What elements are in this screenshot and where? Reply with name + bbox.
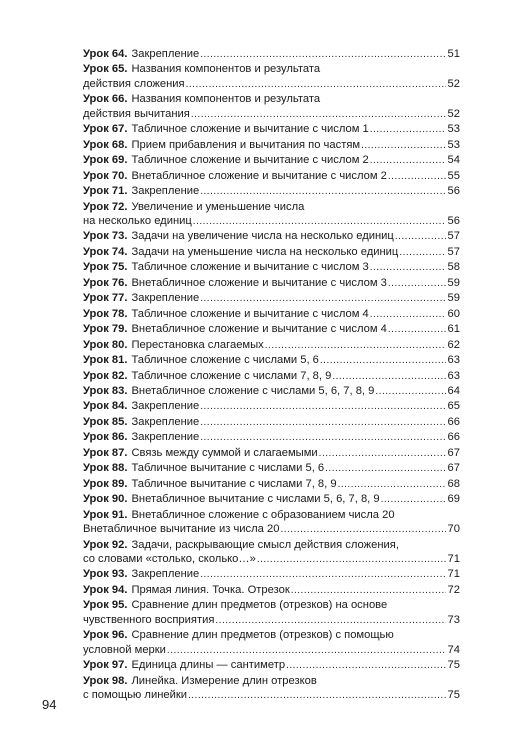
toc-entry xyxy=(83,62,460,92)
dot-leader xyxy=(370,308,446,322)
toc-entry-line xyxy=(83,338,460,353)
page-reference: 71 xyxy=(447,568,460,581)
toc-entry xyxy=(83,567,460,582)
dot-leader xyxy=(388,323,446,337)
lesson-number: Урок 70. xyxy=(83,169,128,182)
toc-entry-line xyxy=(83,430,460,445)
page-reference: 75 xyxy=(447,659,460,672)
lesson-title-first-line: Внетабличное сложение с образованием числа 20 xyxy=(131,508,395,521)
lesson-number: Урок 95. xyxy=(83,599,128,612)
dot-leader xyxy=(186,78,446,92)
lesson-number: Урок 93. xyxy=(83,568,128,581)
page-reference: 60 xyxy=(447,307,460,320)
dot-leader xyxy=(200,400,445,414)
lesson-number: Урок 86. xyxy=(83,431,128,444)
page-reference: 75 xyxy=(447,689,460,702)
toc-entry-line xyxy=(83,567,460,582)
lesson-title: Табличное сложение с числами 5, 6 xyxy=(131,354,319,367)
page-reference: 69 xyxy=(447,493,460,506)
toc-entry-line xyxy=(83,446,460,461)
page-reference: 66 xyxy=(447,415,460,428)
toc-entry xyxy=(83,322,460,337)
toc-entry-line xyxy=(83,369,460,384)
lesson-number: Урок 96. xyxy=(83,629,128,642)
toc-entry xyxy=(83,369,460,384)
dot-leader xyxy=(188,689,446,703)
toc-entry xyxy=(83,538,460,568)
page-reference: 58 xyxy=(447,261,460,274)
dot-leader xyxy=(215,614,445,628)
toc-entry-line xyxy=(83,276,460,291)
toc-entry xyxy=(83,415,460,430)
lesson-title: действия вычитания xyxy=(83,107,190,120)
lesson-title: Закрепление xyxy=(131,292,200,305)
page-reference: 59 xyxy=(447,276,460,289)
lesson-number: Урок 66. xyxy=(83,93,128,106)
toc-entry-line xyxy=(83,138,460,153)
lesson-title: Прием прибавления и вычитания по частям xyxy=(131,138,361,151)
lesson-number: Урок 87. xyxy=(83,446,128,459)
lesson-title: Закрепление xyxy=(131,568,200,581)
page-reference: 68 xyxy=(447,477,460,490)
lesson-title: Внетабличное вычитание с числами 5, 6, 7, 8, 9 xyxy=(131,493,380,506)
toc-entry-first-line xyxy=(83,62,460,76)
toc-entry-line xyxy=(83,583,460,598)
toc-entry-line xyxy=(83,169,460,184)
dot-leader xyxy=(320,354,446,368)
page-reference: 63 xyxy=(447,354,460,367)
toc-entry-first-line xyxy=(83,598,460,612)
toc-entry-first-line xyxy=(83,200,460,214)
dot-leader xyxy=(399,246,445,260)
lesson-title: Прямая линия. Точка. Отрезок xyxy=(131,583,290,596)
toc-entry-line xyxy=(83,214,460,229)
toc-entry-line xyxy=(83,461,460,476)
dot-leader xyxy=(395,230,446,244)
dot-leader xyxy=(388,170,446,184)
dot-leader xyxy=(200,431,445,445)
lesson-number: Урок 88. xyxy=(83,462,128,475)
lesson-number: Урок 69. xyxy=(83,154,128,167)
lesson-number: Урок 98. xyxy=(83,674,128,687)
toc-entry-line xyxy=(83,47,460,62)
lesson-number: Урок 65. xyxy=(83,63,128,76)
dot-leader xyxy=(200,568,445,582)
lesson-title: со словами «столько, сколько…» xyxy=(83,552,256,565)
toc-entry xyxy=(83,508,460,538)
page-reference: 56 xyxy=(447,185,460,198)
lesson-title: с помощью линейки xyxy=(83,689,187,702)
toc-entry-line xyxy=(83,552,460,567)
toc-entry xyxy=(83,291,460,306)
toc-entry-first-line xyxy=(83,508,460,522)
page-reference: 62 xyxy=(447,338,460,351)
lesson-title: Закрепление xyxy=(131,415,200,428)
toc-entry xyxy=(83,477,460,492)
lesson-number: Урок 80. xyxy=(83,338,128,351)
toc-entry-line xyxy=(83,415,460,430)
page-reference: 64 xyxy=(447,384,460,397)
toc-entry-first-line xyxy=(83,628,460,642)
toc-entry xyxy=(83,461,460,476)
toc-entry xyxy=(83,229,460,244)
lesson-title: Внетабличное сложение с числами 5, 6, 7, 8, 9 xyxy=(131,384,375,397)
dot-leader xyxy=(167,644,446,658)
toc-entry-line xyxy=(83,307,460,322)
toc-entry xyxy=(83,307,460,322)
lesson-number: Урок 94. xyxy=(83,583,128,596)
dot-leader xyxy=(286,659,445,673)
toc-entry-line xyxy=(83,122,460,137)
lesson-number: Урок 84. xyxy=(83,400,128,413)
lesson-title-first-line: Названия компонентов и результата xyxy=(131,63,321,76)
dot-leader xyxy=(200,292,445,306)
lesson-title-first-line: Сравнение длин предметов (отрезков) на основе xyxy=(131,599,388,612)
lesson-title: Закрепление xyxy=(131,431,200,444)
toc-entry xyxy=(83,153,460,168)
lesson-number: Урок 71. xyxy=(83,185,128,198)
page-reference: 66 xyxy=(447,431,460,444)
dot-leader xyxy=(319,447,446,461)
dot-leader xyxy=(370,154,446,168)
lesson-number: Урок 79. xyxy=(83,323,128,336)
toc-entry xyxy=(83,674,460,704)
toc-entry-line xyxy=(83,688,460,703)
lesson-number: Урок 74. xyxy=(83,245,128,258)
lesson-title-first-line: Названия компонентов и результата xyxy=(131,93,321,106)
toc-entry xyxy=(83,384,460,399)
page-reference: 73 xyxy=(447,613,460,626)
toc-entry-line xyxy=(83,613,460,628)
lesson-number: Урок 64. xyxy=(83,48,128,60)
toc-entry-line xyxy=(83,477,460,492)
toc-entry xyxy=(83,399,460,414)
toc-entry-line xyxy=(83,77,460,92)
lesson-number: Урок 76. xyxy=(83,276,128,289)
page-reference: 71 xyxy=(447,552,460,565)
lesson-title: Закрепление xyxy=(131,400,200,413)
lesson-title-first-line: Задачи, раскрывающие смысл действия сложения, xyxy=(131,538,399,551)
lesson-title: на несколько единиц xyxy=(83,214,192,227)
toc-entry-line xyxy=(83,153,460,168)
lesson-title: Табличное сложение и вычитание с числом 2 xyxy=(131,154,369,167)
toc-entry xyxy=(83,628,460,658)
lesson-title: Закрепление xyxy=(131,48,200,60)
page-number: 94 xyxy=(42,697,57,712)
toc-entry-line xyxy=(83,107,460,122)
page-reference: 74 xyxy=(447,643,460,656)
lesson-number: Урок 75. xyxy=(83,261,128,274)
toc-entry-first-line xyxy=(83,674,460,688)
dot-leader xyxy=(338,478,446,492)
dot-leader xyxy=(265,339,446,353)
lesson-title: Перестановка слагаемых xyxy=(131,338,264,351)
lesson-title-first-line: Увеличение и уменьшение числа xyxy=(131,200,305,213)
toc-entry xyxy=(83,276,460,291)
lesson-number: Урок 90. xyxy=(83,493,128,506)
lesson-title-first-line: Линейка. Измерение длин отрезков xyxy=(131,674,317,687)
lesson-number: Урок 77. xyxy=(83,292,128,305)
page-reference: 52 xyxy=(447,77,460,90)
toc-entry xyxy=(83,260,460,275)
toc-entry-first-line xyxy=(83,538,460,552)
dot-leader xyxy=(200,416,445,430)
lesson-title: условной мерки xyxy=(83,643,166,656)
toc-entry xyxy=(83,583,460,598)
dot-leader xyxy=(381,493,446,507)
table-of-contents xyxy=(83,47,460,703)
page-reference: 52 xyxy=(447,107,460,120)
toc-entry xyxy=(83,184,460,199)
dot-leader xyxy=(325,462,445,476)
dot-leader xyxy=(200,48,445,62)
toc-entry xyxy=(83,47,460,62)
toc-entry-line xyxy=(83,643,460,658)
toc-entry xyxy=(83,658,460,673)
lesson-title: Табличное вычитание с числами 7, 8, 9 xyxy=(131,477,337,490)
toc-entry-line xyxy=(83,522,460,537)
lesson-title: Задачи на увеличение числа на несколько единиц xyxy=(131,230,394,243)
dot-leader xyxy=(388,277,446,291)
toc-entry xyxy=(83,430,460,445)
page-reference: 53 xyxy=(447,123,460,136)
toc-entry xyxy=(83,353,460,368)
toc-entry xyxy=(83,200,460,230)
toc-entry xyxy=(83,598,460,628)
toc-entry xyxy=(83,338,460,353)
lesson-number: Урок 91. xyxy=(83,508,128,521)
dot-leader xyxy=(200,185,445,199)
toc-entry xyxy=(83,92,460,122)
toc-entry xyxy=(83,169,460,184)
lesson-title: Табличное вычитание с числами 5, 6 xyxy=(131,462,325,475)
lesson-title: Единица длины — сантиметр xyxy=(131,659,286,672)
page-reference: 67 xyxy=(447,462,460,475)
lesson-title: Связь между суммой и слагаемыми xyxy=(131,446,318,459)
dot-leader xyxy=(257,553,446,567)
lesson-number: Урок 73. xyxy=(83,230,128,243)
toc-entry xyxy=(83,138,460,153)
toc-entry-line xyxy=(83,184,460,199)
lesson-title: Задачи на уменьшение числа на несколько единиц xyxy=(131,245,399,258)
toc-entry-line xyxy=(83,492,460,507)
lesson-number: Урок 97. xyxy=(83,659,128,672)
lesson-number: Урок 67. xyxy=(83,123,128,136)
page-reference: 65 xyxy=(447,400,460,413)
dot-leader xyxy=(280,523,445,537)
page-reference: 54 xyxy=(447,154,460,167)
lesson-title: Закрепление xyxy=(131,185,200,198)
toc-entry-line xyxy=(83,322,460,337)
lesson-number: Урок 82. xyxy=(83,369,128,382)
dot-leader xyxy=(375,385,445,399)
page-reference: 70 xyxy=(447,523,460,536)
lesson-number: Урок 72. xyxy=(83,200,128,213)
page-reference: 53 xyxy=(447,138,460,151)
dot-leader xyxy=(332,370,445,384)
lesson-title: Табличное сложение и вычитание с числом 3 xyxy=(131,261,369,274)
lesson-number: Урок 83. xyxy=(83,384,128,397)
toc-entry-line xyxy=(83,353,460,368)
lesson-title: Внетабличное сложение и вычитание с числом 3 xyxy=(131,276,387,289)
toc-entry-line xyxy=(83,658,460,673)
toc-entry xyxy=(83,122,460,137)
lesson-title: чувственного восприятия xyxy=(83,613,215,626)
page-reference: 61 xyxy=(447,323,460,336)
toc-entry xyxy=(83,245,460,260)
page-reference: 51 xyxy=(447,48,460,60)
lesson-title: Табличное сложение с числами 7, 8, 9 xyxy=(131,369,332,382)
lesson-title: действия сложения xyxy=(83,77,185,90)
dot-leader xyxy=(191,108,446,122)
page-reference: 67 xyxy=(447,446,460,459)
toc-entry-first-line xyxy=(83,92,460,106)
dot-leader xyxy=(193,215,446,229)
page-reference: 63 xyxy=(447,369,460,382)
toc-entry-line xyxy=(83,399,460,414)
toc-entry-line xyxy=(83,384,460,399)
page-reference: 56 xyxy=(447,214,460,227)
lesson-title: Табличное сложение и вычитание с числом 4 xyxy=(131,307,369,320)
dot-leader xyxy=(370,123,446,137)
lesson-title: Табличное сложение и вычитание с числом 1 xyxy=(131,123,369,136)
toc-entry-line xyxy=(83,245,460,260)
page-reference: 57 xyxy=(447,230,460,243)
lesson-number: Урок 81. xyxy=(83,354,128,367)
toc-entry-line xyxy=(83,229,460,244)
dot-leader xyxy=(291,584,446,598)
dot-leader xyxy=(370,261,446,275)
lesson-title: Внетабличное сложение и вычитание с числом 2 xyxy=(131,169,387,182)
lesson-number: Урок 85. xyxy=(83,415,128,428)
page-reference: 59 xyxy=(447,292,460,305)
dot-leader xyxy=(361,139,445,153)
page-reference: 57 xyxy=(447,245,460,258)
page-reference: 55 xyxy=(447,169,460,182)
lesson-title-first-line: Сравнение длин предметов (отрезков) с помощью xyxy=(131,629,394,642)
lesson-title: Внетабличное сложение и вычитание с числом 4 xyxy=(131,323,387,336)
toc-entry-line xyxy=(83,260,460,275)
toc-entry xyxy=(83,492,460,507)
lesson-number: Урок 89. xyxy=(83,477,128,490)
toc-entry xyxy=(83,446,460,461)
lesson-number: Урок 68. xyxy=(83,138,128,151)
toc-entry-line xyxy=(83,291,460,306)
lesson-title: Внетабличное вычитание из числа 20 xyxy=(83,523,280,536)
lesson-number: Урок 78. xyxy=(83,307,128,320)
page-reference: 72 xyxy=(447,583,460,596)
lesson-number: Урок 92. xyxy=(83,538,128,551)
